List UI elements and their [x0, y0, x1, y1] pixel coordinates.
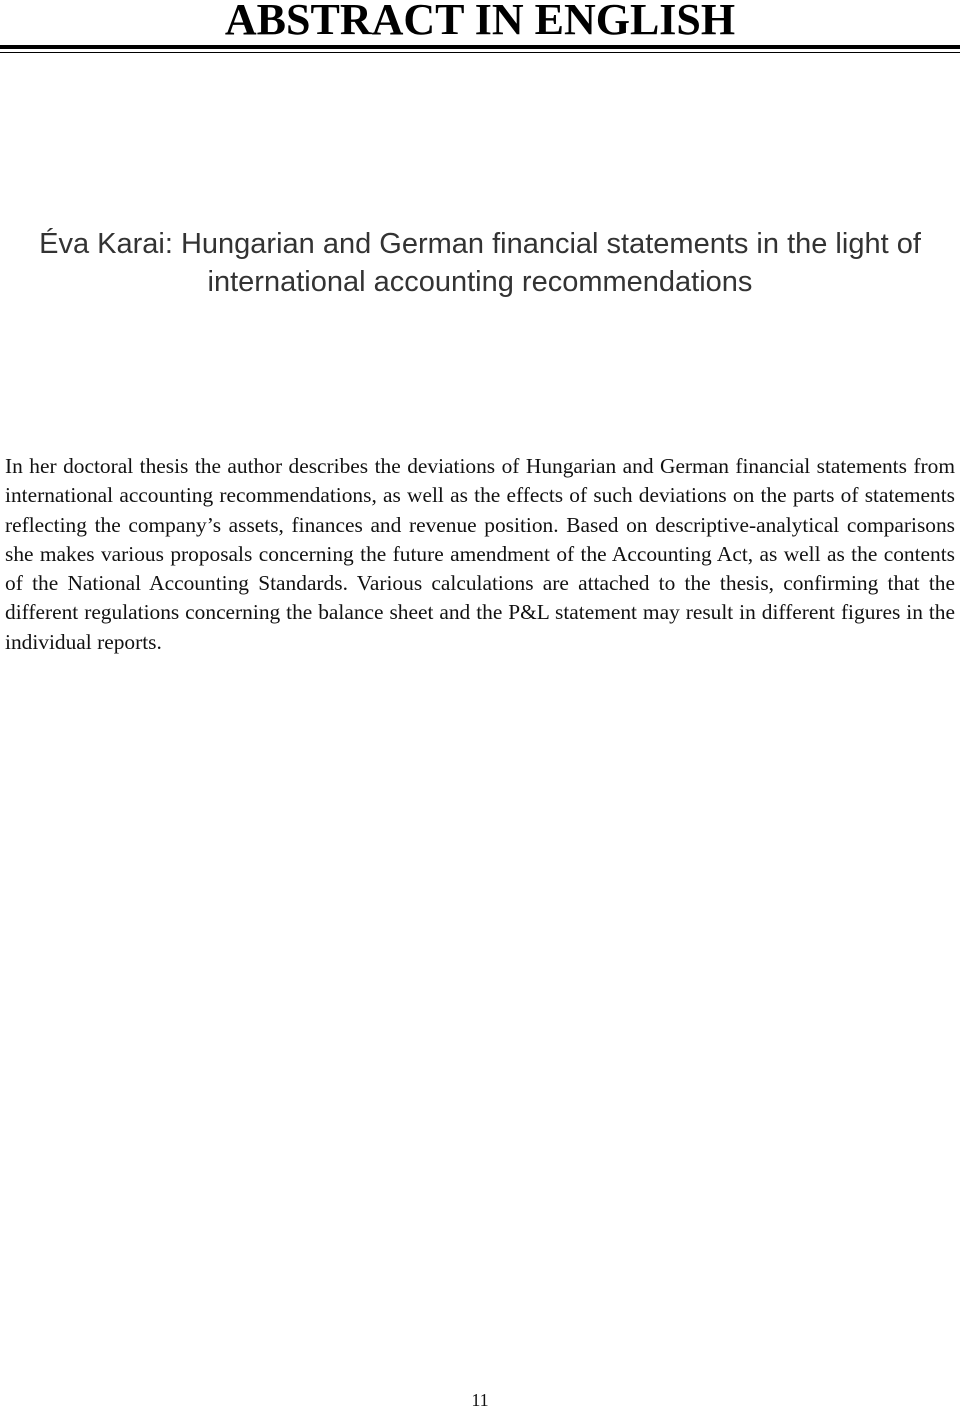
page-number: 11	[471, 1390, 489, 1410]
heading-rule-thick	[0, 45, 960, 49]
abstract-paragraph: In her doctoral thesis the author describes the deviations of Hungarian and German financial statements from international accounting recommendations, as well as the effects of such deviations on the parts of statements reflecting the company’s assets, finances and revenue position. Based on descriptive-analytical comparisons she makes various proposals concerning the future amendment of the Accounting Act, as well as the contents of the National Accounting Standards. Various calculations are attached to the thesis, confirming that the different regulations concerning the balance sheet and the P&L statement may result in different figures in the individual reports.	[5, 454, 955, 654]
thesis-title-line-1: Éva Karai: Hungarian and German financial statements in the light of	[39, 228, 921, 260]
thesis-title	[0, 225, 960, 301]
heading-rule-thin	[0, 52, 960, 53]
thesis-title-line-2: international accounting recommendations	[207, 266, 753, 298]
page-heading: ABSTRACT IN ENGLISH	[224, 0, 736, 44]
